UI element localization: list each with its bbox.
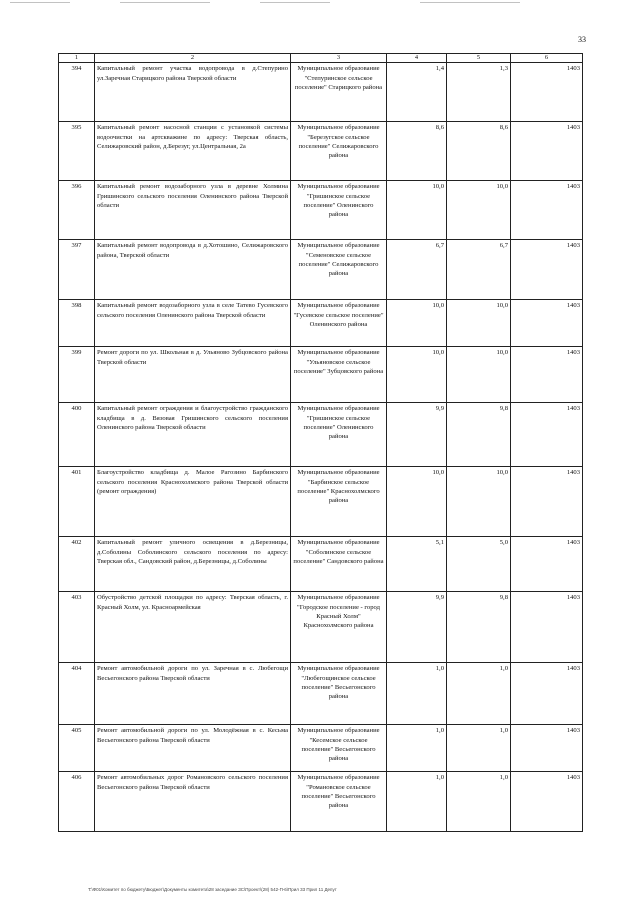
row-municipality: Муниципальное образование "Семеновское сельское поселение" Селижаровского района xyxy=(291,240,387,300)
row-value-col6: 1403 xyxy=(511,181,583,240)
table-row xyxy=(59,467,583,537)
table-row xyxy=(59,592,583,663)
row-description: Ремонт дороги по ул. Школьная в д. Ульяново Зубцовского района Тверской области xyxy=(95,347,291,403)
table-row xyxy=(59,63,583,122)
row-number: 395 xyxy=(59,122,95,181)
row-value-col5: 1,0 xyxy=(447,725,511,772)
row-description: Капитальный ремонт участка водопровода в д.Степурино ул.Заречная Старицкого района Тверской области xyxy=(95,63,291,122)
row-number: 402 xyxy=(59,537,95,592)
row-value-col4: 8,6 xyxy=(387,122,447,181)
row-number: 396 xyxy=(59,181,95,240)
row-value-col6: 1403 xyxy=(511,663,583,725)
row-value-col5: 6,7 xyxy=(447,240,511,300)
header-cell: 2 xyxy=(95,54,291,63)
row-value-col6: 1403 xyxy=(511,725,583,772)
row-number: 394 xyxy=(59,63,95,122)
row-municipality: Муниципальное образование "Городское поселение - город Красный Холм" Краснохолмского района xyxy=(291,592,387,663)
row-value-col5: 1,3 xyxy=(447,63,511,122)
table-row xyxy=(59,240,583,300)
header-cell: 1 xyxy=(59,54,95,63)
table-row xyxy=(59,725,583,772)
row-value-col4: 9,9 xyxy=(387,592,447,663)
row-number: 401 xyxy=(59,467,95,537)
row-value-col5: 5,0 xyxy=(447,537,511,592)
row-value-col4: 10,0 xyxy=(387,181,447,240)
row-description: Ремонт автомобильной дороги по ул. Молодёжная в с. Кесьма Весьегонского района Тверской области xyxy=(95,725,291,772)
table-row xyxy=(59,181,583,240)
header-cell: 3 xyxy=(291,54,387,63)
row-value-col6: 1403 xyxy=(511,403,583,467)
row-number: 405 xyxy=(59,725,95,772)
table-row xyxy=(59,772,583,832)
row-value-col6: 1403 xyxy=(511,347,583,403)
row-description: Обустройство детской площадки по адресу: Тверская область, г. Красный Холм, ул. Красноармейская xyxy=(95,592,291,663)
table-row xyxy=(59,403,583,467)
row-value-col4: 9,9 xyxy=(387,403,447,467)
table-row xyxy=(59,122,583,181)
row-municipality: Муниципальное образование "Романовское сельское поселение" Весьегонского района xyxy=(291,772,387,832)
row-value-col6: 1403 xyxy=(511,63,583,122)
row-value-col4: 6,7 xyxy=(387,240,447,300)
row-description: Ремонт автомобильной дороги по ул. Заречная в с. Любегощи Весьегонского района Тверской области xyxy=(95,663,291,725)
row-value-col5: 1,0 xyxy=(447,663,511,725)
row-number: 399 xyxy=(59,347,95,403)
row-description: Ремонт автомобильных дорог Романовского сельского поселения Весьегонского района Тверской области xyxy=(95,772,291,832)
row-number: 397 xyxy=(59,240,95,300)
row-municipality: Муниципальное образование "Кесемское сельское поселение" Весьегонского района xyxy=(291,725,387,772)
row-value-col4: 1,4 xyxy=(387,63,447,122)
row-value-col5: 10,0 xyxy=(447,300,511,347)
row-number: 403 xyxy=(59,592,95,663)
row-municipality: Муниципальное образование "Гришинское сельское поселение" Оленинского района xyxy=(291,403,387,467)
row-value-col4: 10,0 xyxy=(387,467,447,537)
row-municipality: Муниципальное образование "Гришинское сельское поселение" Оленинского района xyxy=(291,181,387,240)
header-cell: 5 xyxy=(447,54,511,63)
row-municipality: Муниципальное образование "Любегощинское сельское поселение" Весьегонского района xyxy=(291,663,387,725)
budget-table xyxy=(58,53,583,832)
header-row xyxy=(59,54,583,63)
row-value-col4: 1,0 xyxy=(387,663,447,725)
row-municipality: Муниципальное образование "Березугское сельское поселение" Селижаровского района xyxy=(291,122,387,181)
row-value-col5: 10,0 xyxy=(447,467,511,537)
row-value-col4: 1,0 xyxy=(387,772,447,832)
row-municipality: Муниципальное образование "Степуринское сельское поселение" Старицкого района xyxy=(291,63,387,122)
row-description: Капитальный ремонт водопровода в д.Хотошино, Селижаровского района, Тверской области xyxy=(95,240,291,300)
row-description: Капитальный ремонт ограждения и благоустройство гражданского кладбища в д. Вязовая Гришинского сельского поселения Оленинского района Тверской области xyxy=(95,403,291,467)
row-value-col4: 1,0 xyxy=(387,725,447,772)
row-value-col6: 1403 xyxy=(511,240,583,300)
row-number: 404 xyxy=(59,663,95,725)
row-value-col5: 10,0 xyxy=(447,347,511,403)
row-description: Капитальный ремонт уличного освещения в д.Березницы, д.Соболины Соболинского сельского поселения по адресу: Тверская обл., Сандовский район, д.Березницы, д.Соболины xyxy=(95,537,291,592)
table-row xyxy=(59,537,583,592)
row-municipality: Муниципальное образование "Ульяновское сельское поселение" Зубцовского района xyxy=(291,347,387,403)
row-value-col4: 10,0 xyxy=(387,347,447,403)
table-row xyxy=(59,663,583,725)
header-cell: 6 xyxy=(511,54,583,63)
row-number: 406 xyxy=(59,772,95,832)
table-row xyxy=(59,300,583,347)
row-description: Капитальный ремонт водозаборного узла в селе Татево Гусевского сельского поселения Оленинского района Тверской области xyxy=(95,300,291,347)
scan-noise xyxy=(0,0,640,10)
row-value-col6: 1403 xyxy=(511,300,583,347)
row-value-col5: 9,8 xyxy=(447,403,511,467)
row-value-col6: 1403 xyxy=(511,537,583,592)
row-number: 398 xyxy=(59,300,95,347)
row-description: Капитальный ремонт насосной станции с установкой системы водоочистки на артскважине по адресу: Тверская область, Селижаровский район, д.Березуг, ул.Центральная, 2а xyxy=(95,122,291,181)
row-value-col5: 9,8 xyxy=(447,592,511,663)
table-row xyxy=(59,347,583,403)
row-value-col6: 1403 xyxy=(511,467,583,537)
row-description: Капитальный ремонт водозаборного узла в деревне Холмина Гришинского сельского поселения Оленинского района Тверской области xyxy=(95,181,291,240)
row-municipality: Муниципальное образование "Барбинское сельское поселение" Краснохолмского района xyxy=(291,467,387,537)
row-value-col4: 5,1 xyxy=(387,537,447,592)
row-value-col5: 8,6 xyxy=(447,122,511,181)
row-value-col5: 10,0 xyxy=(447,181,511,240)
row-value-col4: 10,0 xyxy=(387,300,447,347)
row-value-col6: 1403 xyxy=(511,772,583,832)
row-description: Благоустройство кладбища д. Малое Рагозино Барбинского сельского поселения Краснохолмского района Тверской области (ремонт ограждения) xyxy=(95,467,291,537)
row-value-col6: 1403 xyxy=(511,592,583,663)
row-municipality: Муниципальное образование "Соболинское сельское поселение" Сандовского района xyxy=(291,537,387,592)
row-municipality: Муниципальное образование "Гусевское сельское поселение" Оленинского района xyxy=(291,300,387,347)
header-cell: 4 xyxy=(387,54,447,63)
row-value-col5: 1,0 xyxy=(447,772,511,832)
file-path-footer: T:\Ф01\Комитет по бюджету\Бюджет\Документы комитета\28 заседание ЗС\Проект\(28) 542-П-6\Прил 33 Прил 11 Депут xyxy=(88,887,337,892)
row-number: 400 xyxy=(59,403,95,467)
row-value-col6: 1403 xyxy=(511,122,583,181)
page-number: 33 xyxy=(578,35,586,44)
